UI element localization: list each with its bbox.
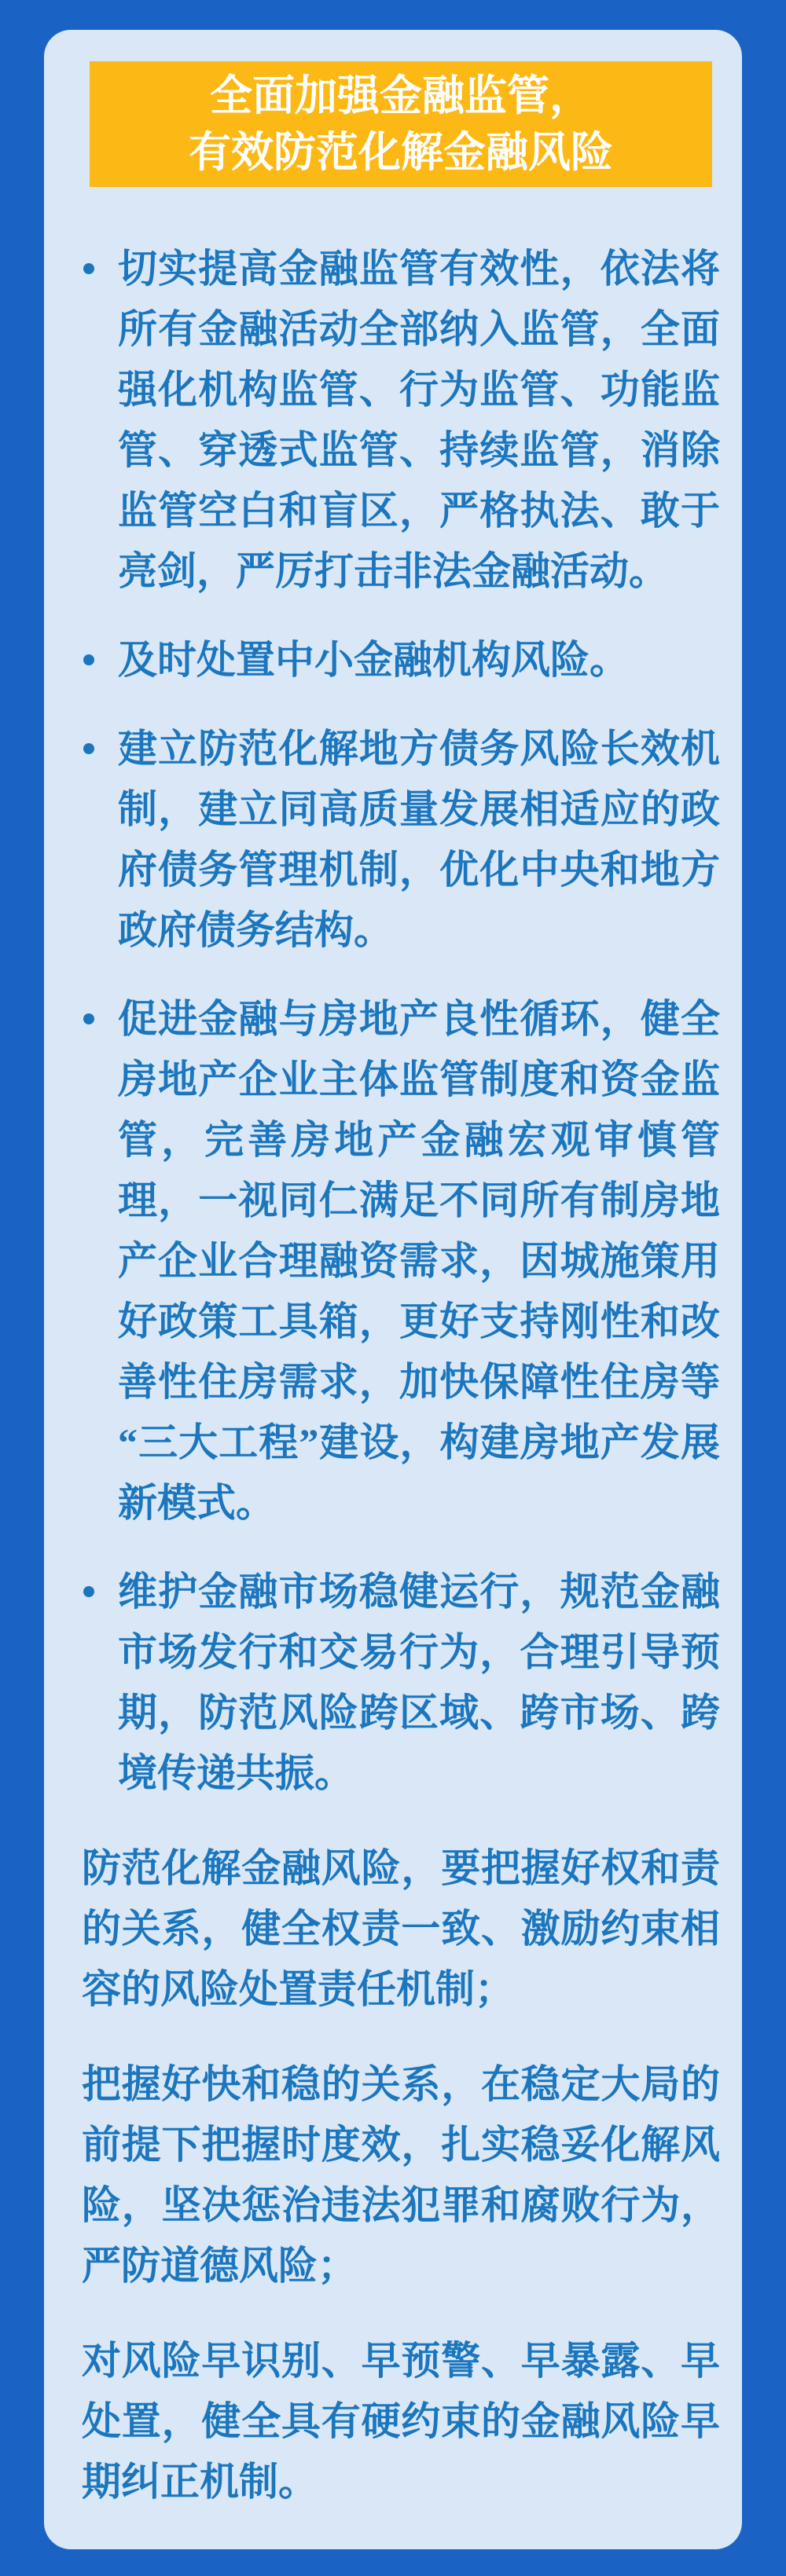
body-content [82,239,720,2512]
paragraph: 把握好快和稳的关系，在稳定大局的前提下把握时度效，扎实稳妥化解风险，坚决惩治违法犯罪和腐败行为，严防道德风险； [82,2062,720,2288]
list-item-text: 维护金融市场稳健运行，规范金融市场发行和交易行为，合理引导预期，防范风险跨区域、跨市场、跨境传递共振。 [118,1570,720,1795]
bullet-icon [83,654,94,665]
list-item-text: 及时处置中小金融机构风险。 [118,638,629,682]
content-card [44,30,742,2549]
bullet-icon [83,1013,94,1024]
list-item [82,239,720,602]
bullet-icon [83,263,94,274]
list-item [82,630,720,691]
bullet-icon [83,743,94,754]
list-item [82,1562,720,1804]
bullet-icon [83,1586,94,1597]
list-item [82,989,720,1534]
header-banner [90,61,712,187]
list-item [82,719,720,961]
paragraph: 对风险早识别、早预警、早暴露、早处置，健全具有硬约束的金融风险早期纠正机制。 [82,2339,720,2504]
list-item-text: 切实提高金融监管有效性，依法将所有金融活动全部纳入监管，全面强化机构监管、行为监管、功能监管、穿透式监管、持续监管，消除监管空白和盲区，严格执法、敢于亮剑，严厉打击非法金融活动。 [118,247,720,593]
list-item-text: 促进金融与房地产良性循环，健全房地产企业主体监管制度和资金监管，完善房地产金融宏观审慎管理，一视同仁满足不同所有制房地产企业合理融资需求，因城施策用好政策工具箱，更好支持刚性和改善性住房需求，加快保障性住房等“三大工程”建设，构建房地产发展新模式。 [118,997,720,1525]
title-line-1: 全面加强金融监管， [210,72,592,119]
list-item-text: 建立防范化解地方债务风险长效机制，建立同高质量发展相适应的政府债务管理机制，优化中央和地方政府债务结构。 [118,727,720,952]
title-line-2: 有效防范化解金融风险 [189,129,613,176]
paragraph: 防范化解金融风险，要把握好权和责的关系，健全权责一致、激励约束相容的风险处置责任机制； [82,1846,720,2011]
